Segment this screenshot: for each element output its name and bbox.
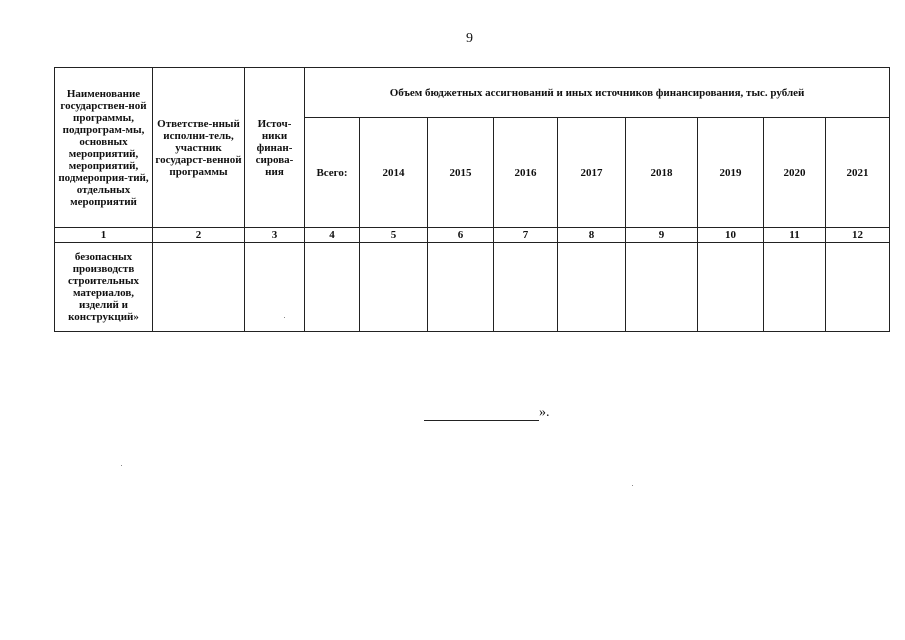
header-name-cell: Наименование государствен-ной программы, подпрограм-мы, основных мероприятий, мероприятий, подмероприя-тий, отдельных мероприятий bbox=[55, 68, 153, 228]
row-value-cell bbox=[626, 243, 698, 332]
page-number: 9 bbox=[466, 31, 473, 46]
row-value-cell bbox=[764, 243, 826, 332]
closing-mark: ». bbox=[539, 405, 550, 420]
header-year-cell: 2014 bbox=[360, 118, 428, 228]
row-value-cell bbox=[428, 243, 494, 332]
header-year-cell: 2015 bbox=[428, 118, 494, 228]
column-number-cell: 12 bbox=[826, 228, 890, 243]
table-row bbox=[55, 243, 890, 332]
column-number-cell: 3 bbox=[245, 228, 305, 243]
row-sources-cell bbox=[245, 243, 305, 332]
header-row-top bbox=[55, 68, 890, 118]
header-year-cell: 2019 bbox=[698, 118, 764, 228]
scan-speck bbox=[632, 485, 633, 486]
column-number-cell: 9 bbox=[626, 228, 698, 243]
scan-speck bbox=[284, 317, 285, 318]
column-number-cell: 10 bbox=[698, 228, 764, 243]
header-year-cell: 2017 bbox=[558, 118, 626, 228]
budget-table bbox=[54, 67, 890, 332]
column-number-row bbox=[55, 228, 890, 243]
header-total-cell: Всего: bbox=[305, 118, 360, 228]
column-number-cell: 7 bbox=[494, 228, 558, 243]
signature-underline bbox=[424, 406, 539, 421]
row-value-cell bbox=[360, 243, 428, 332]
row-name-cell: безопасных производств строительных материалов, изделий и конструкций» bbox=[55, 243, 153, 332]
column-number-cell: 5 bbox=[360, 228, 428, 243]
row-total-cell bbox=[305, 243, 360, 332]
header-year-cell: 2018 bbox=[626, 118, 698, 228]
row-value-cell bbox=[494, 243, 558, 332]
column-number-cell: 8 bbox=[558, 228, 626, 243]
column-number-cell: 2 bbox=[153, 228, 245, 243]
column-number-cell: 4 bbox=[305, 228, 360, 243]
row-value-cell bbox=[826, 243, 890, 332]
column-number-cell: 1 bbox=[55, 228, 153, 243]
closing-line bbox=[424, 405, 550, 421]
header-year-cell: 2020 bbox=[764, 118, 826, 228]
header-year-cell: 2016 bbox=[494, 118, 558, 228]
header-sources-cell: Источ-ники финан-сирова-ния bbox=[245, 68, 305, 228]
row-responsible-cell bbox=[153, 243, 245, 332]
column-number-cell: 11 bbox=[764, 228, 826, 243]
header-volume-cell: Объем бюджетных ассигнований и иных источников финансирования, тыс. рублей bbox=[305, 68, 890, 118]
header-year-cell: 2021 bbox=[826, 118, 890, 228]
column-number-cell: 6 bbox=[428, 228, 494, 243]
header-responsible-cell: Ответстве-нный исполни-тель, участник государст-венной программы bbox=[153, 68, 245, 228]
row-value-cell bbox=[698, 243, 764, 332]
scan-speck bbox=[121, 465, 122, 466]
row-value-cell bbox=[558, 243, 626, 332]
